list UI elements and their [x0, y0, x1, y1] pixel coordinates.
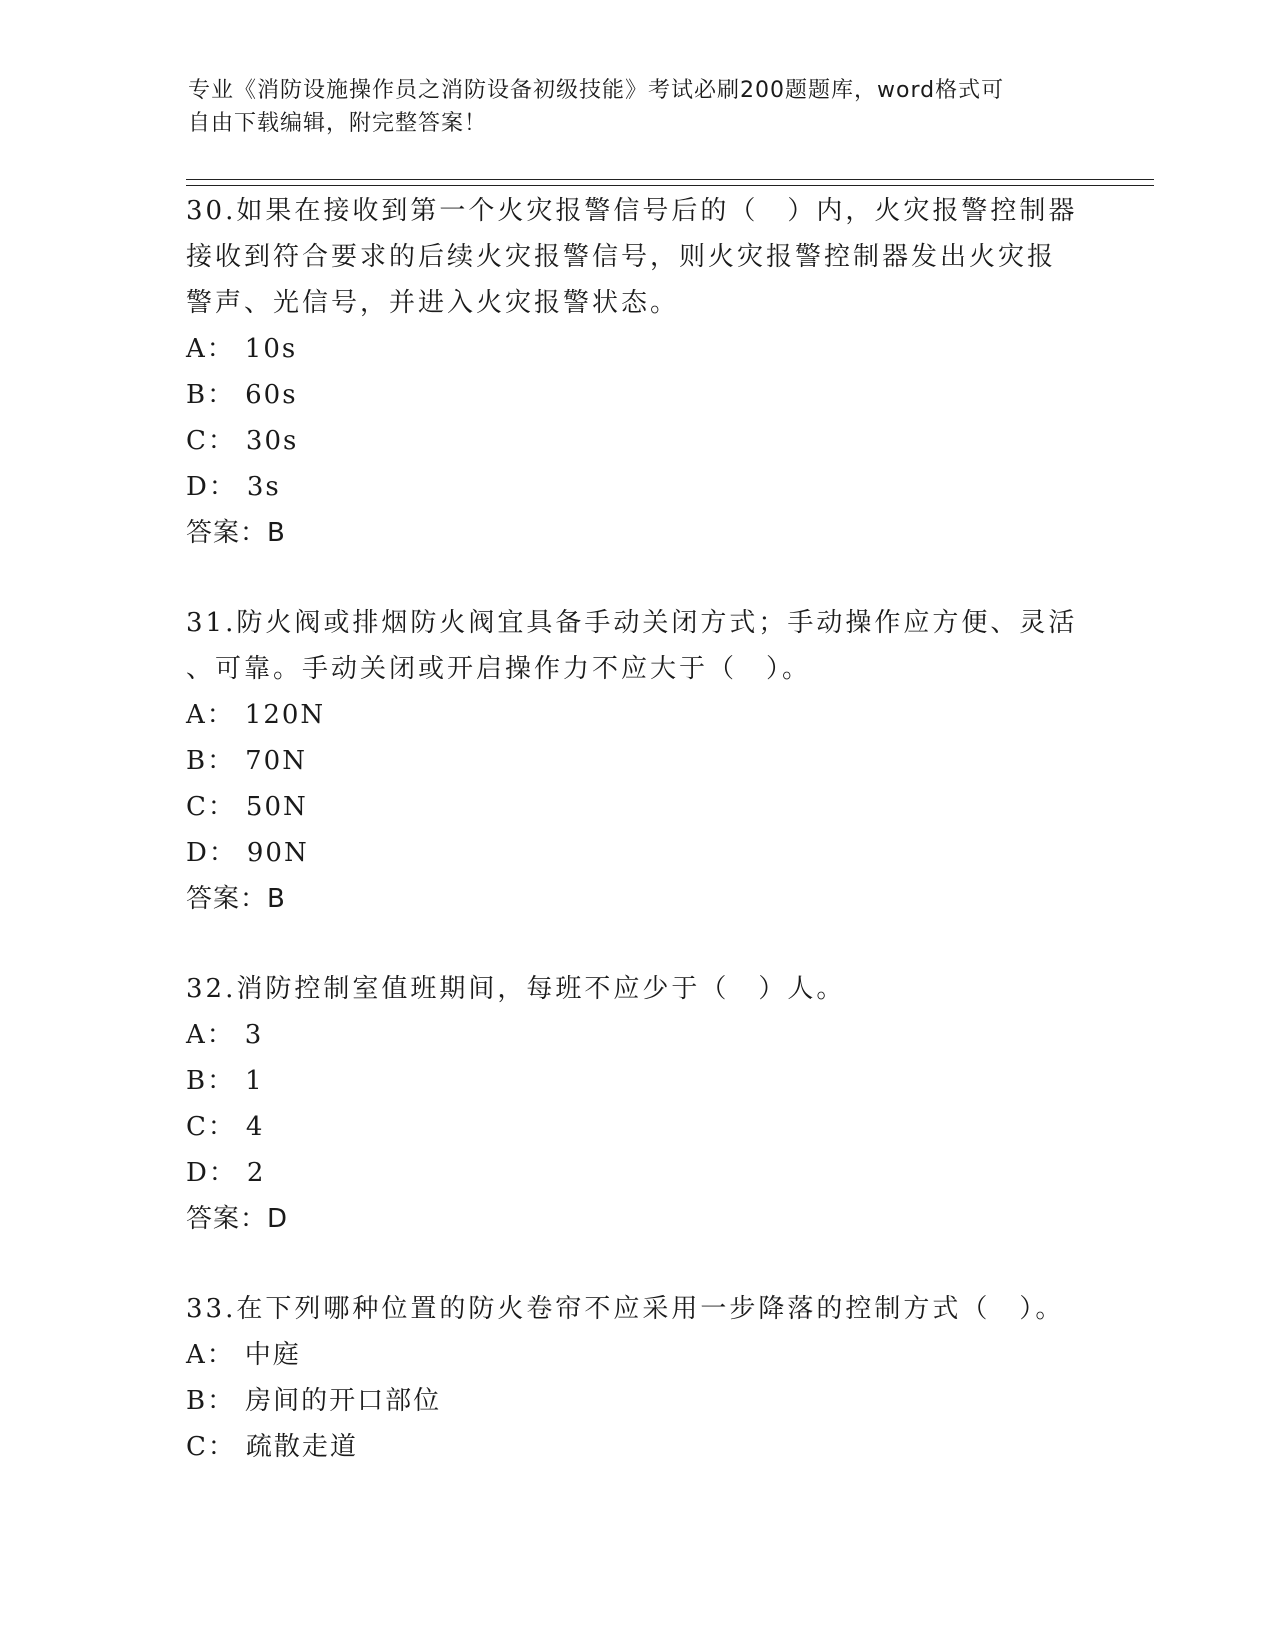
option-a: A： 10s — [186, 334, 298, 364]
header-divider-bottom — [186, 185, 1154, 186]
option-b: B： 70N — [186, 746, 307, 776]
option-c: C： 30s — [186, 426, 299, 456]
option-a: A： 120N — [186, 700, 326, 730]
header-divider-top — [186, 179, 1154, 180]
option-c: C： 疏散走道 — [186, 1432, 358, 1462]
option-b: B： 60s — [186, 380, 298, 410]
question-33 — [186, 1286, 1086, 1470]
option-b: B： 房间的开口部位 — [186, 1386, 442, 1416]
question-stem-line: 接收到符合要求的后续火灾报警信号，则火灾报警控制器发出火灾报 — [186, 242, 1057, 272]
header-line-1: 专业《消防设施操作员之消防设备初级技能》考试必刷200题题库，word格式可 — [188, 78, 1005, 103]
question-31 — [186, 600, 1086, 922]
question-stem-line: 警声、光信号，并进入火灾报警状态。 — [186, 288, 680, 318]
option-d: D： 2 — [186, 1158, 266, 1188]
question-30 — [186, 188, 1086, 556]
option-d: D： 3s — [186, 472, 281, 502]
question-stem-line: 30.如果在接收到第一个火灾报警信号后的（ ）内，火灾报警控制器 — [186, 196, 1078, 226]
question-32 — [186, 966, 1086, 1242]
answer-line: 答案：B — [186, 884, 286, 914]
option-c: C： 50N — [186, 792, 308, 822]
answer-line: 答案：B — [186, 518, 286, 548]
question-stem-line: 32.消防控制室值班期间，每班不应少于（ ）人。 — [186, 974, 846, 1004]
option-d: D： 90N — [186, 838, 309, 868]
document-header — [188, 74, 1088, 140]
option-a: A： 中庭 — [186, 1340, 301, 1370]
question-stem-line: 33.在下列哪种位置的防火卷帘不应采用一步降落的控制方式（ ）。 — [186, 1294, 1065, 1324]
option-c: C： 4 — [186, 1112, 265, 1142]
option-a: A： 3 — [186, 1020, 264, 1050]
header-line-2: 自由下载编辑，附完整答案！ — [188, 111, 488, 136]
option-b: B： 1 — [186, 1066, 264, 1096]
question-stem-line: 、可靠。手动关闭或开启操作力不应大于（ ）。 — [186, 654, 812, 684]
answer-line: 答案：D — [186, 1204, 289, 1234]
question-stem-line: 31.防火阀或排烟防火阀宜具备手动关闭方式；手动操作应方便、灵活 — [186, 608, 1078, 638]
